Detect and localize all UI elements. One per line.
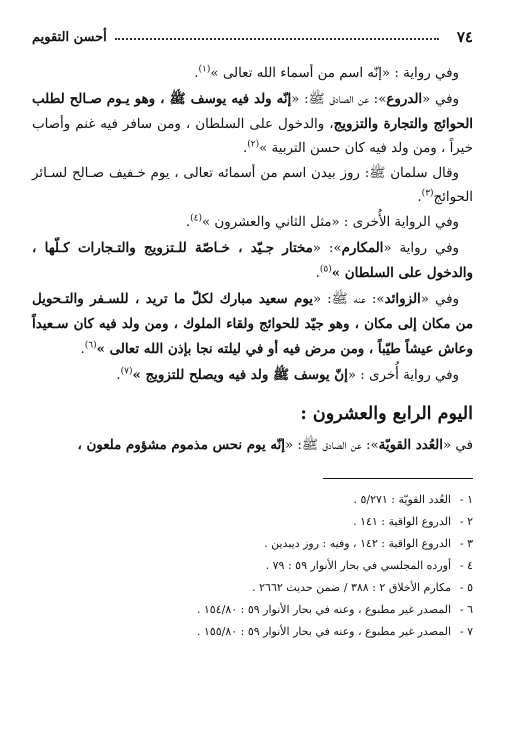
paragraph-text: . <box>185 215 191 230</box>
paragraph-text: . <box>116 368 121 383</box>
footnote-item <box>32 577 473 599</box>
footnote-text: المصدر غير مطبوع ، وعنه في بحار الأنوار ٥٩ : ١٥٤/٨٠ . <box>196 603 451 616</box>
quoted-text: إنّه ولد فيه يوسف ﷺ ، وهو يـوم صـالح لطلب الحوائج والتجارة والتزويج <box>32 91 473 132</box>
source-title: المكارم <box>341 240 384 256</box>
paragraph-text: وفي رواية : «إنّه اسم من أسماء الله تعالى » <box>210 66 459 81</box>
paragraph-3 <box>32 162 473 210</box>
source-title: العُدد القويّة <box>378 437 443 453</box>
footnote-text: الدروع الواقية : ١٤١ . <box>353 515 451 528</box>
footnotes <box>32 489 473 643</box>
section-heading: اليوم الرابع والعشرون : <box>300 404 473 424</box>
main-text <box>32 62 473 643</box>
source-title: الدروع <box>386 91 423 107</box>
footnote-text: مكارم الأخلاق ٢ : ٣٨٨ / ضمن حديث ٢٦٦٢ . <box>252 581 451 594</box>
footnote-ref[interactable]: (٤) <box>190 213 202 224</box>
paragraph-text: وقال سلمان ﷺ: روز بيدن اسم من أسمائه تعالى ، يوم خـفيف صـالح لسـائر الحوائج <box>32 166 473 205</box>
footnote-number: ٧ - <box>459 625 473 638</box>
footnote-item <box>32 599 473 621</box>
footnote-number: ٤ - <box>459 559 473 572</box>
footnote-ref[interactable]: (٧) <box>120 366 133 377</box>
footnote-number: ٣ - <box>459 537 473 550</box>
quoted-text: مختار جـيّد ، خـاصّة للـتزويج والتـجارات كـلّها ، والدخول على السلطان » <box>32 240 473 281</box>
footnote-number: ٥ - <box>459 581 473 594</box>
footnote-ref[interactable]: (٢) <box>247 139 260 150</box>
quoted-text: إنّ يوسف ﷺ ولد فيه ويصلح للتزويج » <box>132 367 348 383</box>
paragraph-6 <box>32 287 473 362</box>
paragraph-text: وفي « <box>422 92 459 107</box>
footnote-divider <box>323 478 473 479</box>
footnote-item <box>32 533 473 555</box>
footnote-ref[interactable]: (٣) <box>421 188 434 199</box>
footnote-item <box>32 511 473 533</box>
paragraph-text: . <box>417 190 422 205</box>
footnote-text: أورده المجلسي في بحار الأنوار ٥٩ : ٧٩ . <box>265 559 451 572</box>
paragraph-text: وفي رواية أُخرى : « <box>347 368 459 383</box>
footnote-item <box>32 555 473 577</box>
paragraph-text: في « <box>442 438 473 453</box>
footnote-ref[interactable]: (٦) <box>84 340 97 351</box>
quoted-text: إنّه يوم نحس مذموم مشؤوم ملعون ، <box>77 437 285 453</box>
paragraph-text: »: عن الصادق ﷺ: « <box>284 438 379 453</box>
paragraph-text: »: عن الصادق ﷺ: « <box>291 92 387 107</box>
footnote-number: ١ - <box>459 493 473 506</box>
footnote-item <box>32 489 473 511</box>
running-title: أحسن التقويم <box>32 29 107 45</box>
paragraph-text: وفي « <box>420 292 460 307</box>
paragraph-text: ، والدخول على السلطان ، ومن سافر فيه غنم وأصاب خيراً ، ومن ولد فيه كان حسن التربية » <box>32 117 473 156</box>
paragraph-text: . <box>194 66 199 81</box>
paragraph-2 <box>32 87 473 161</box>
paragraph-4 <box>32 211 473 235</box>
paragraph-5 <box>32 236 473 286</box>
footnote-number: ٢ - <box>459 515 473 528</box>
quoted-text: يوم سعيد مبارك لكلّ ما تريد ، للسـفر والتـحويل من مكان إلى مكان ، وهو جيّد للحوائج ولقاء الملوك ، ومن ولد فيه كان سـعيداً وعاش عيشاً طيّباً ، ومن مرض فيه أو في ليلته نجا بإذن الله تعالى » <box>32 291 473 357</box>
source-title: الزوائد <box>384 291 421 307</box>
footnote-text: العُدد القويّة : ٥/٢٧١ . <box>353 493 451 506</box>
footnote-ref[interactable]: (٥) <box>319 264 332 275</box>
page-number: ٧٤ <box>456 28 473 46</box>
paragraph-text: . <box>80 342 85 357</box>
paragraph-text: »: « <box>312 241 342 256</box>
footnote-number: ٦ - <box>459 603 473 616</box>
paragraph-text: وفي رواية « <box>383 241 459 256</box>
footnote-text: الدروع الواقية : ١٤٢ ، وفيه : روز ديبدين . <box>264 537 451 550</box>
section-paragraph <box>32 433 473 458</box>
footnote-ref[interactable]: (١) <box>198 64 211 75</box>
paragraph-text: . <box>315 266 320 281</box>
paragraph-7 <box>32 363 473 388</box>
page-header <box>32 26 473 48</box>
header-dotted-leader <box>115 38 439 40</box>
footnote-text: المصدر غير مطبوع ، وعنه في بحار الأنوار ٥٩ : ١٥٥/٨٠ . <box>196 625 451 638</box>
paragraph-text: . <box>242 141 248 156</box>
paragraph-text: »: عنه ﷺ: « <box>312 292 385 307</box>
paragraph-text: وفي الرواية الأُخرى : «مثل الثاني والعشرون » <box>201 215 459 230</box>
paragraph-1 <box>32 62 473 86</box>
footnote-item <box>32 621 473 643</box>
